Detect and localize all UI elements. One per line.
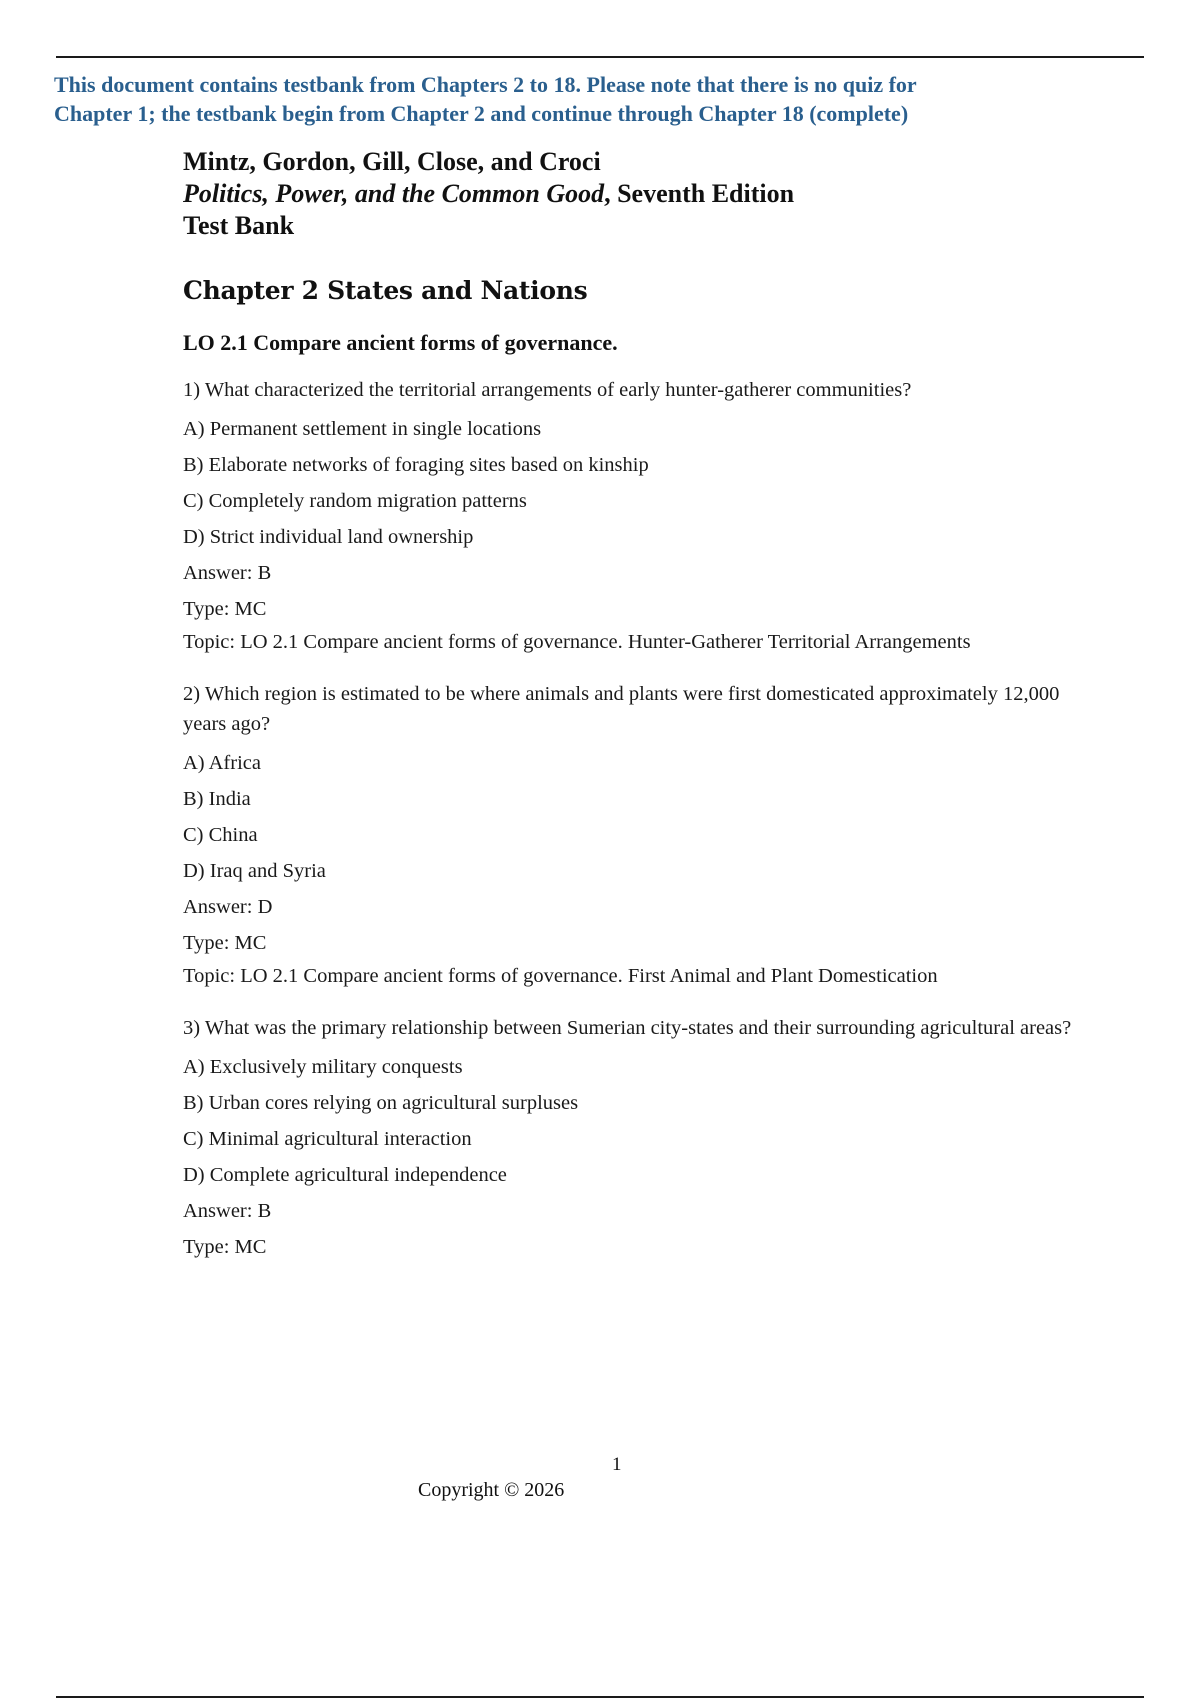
bottom-rule (56, 1696, 1144, 1698)
testbank-notice (54, 70, 1154, 128)
option-b: B) Elaborate networks of foraging sites based on kinship (183, 454, 649, 476)
question-stem: 3) What was the primary relationship between Sumerian city-states and their surrounding agricultural areas? (183, 1017, 1072, 1039)
copyright-notice: Copyright © 2026 (418, 1479, 565, 1501)
option-c: C) China (183, 824, 258, 846)
option-d: D) Iraq and Syria (183, 860, 326, 882)
option-c: C) Minimal agricultural interaction (183, 1128, 472, 1150)
question-3 (183, 1013, 1083, 1259)
chapter-title: Chapter 2 States and Nations (183, 276, 588, 305)
option-d: D) Complete agricultural independence (183, 1164, 507, 1186)
question-type: Type: MC (183, 932, 267, 954)
question-stem: 1) What characterized the territorial arrangements of early hunter-gatherer communities? (183, 379, 912, 401)
top-rule (56, 56, 1144, 58)
answer: Answer: D (183, 896, 273, 918)
option-a: A) Permanent settlement in single locations (183, 418, 542, 440)
option-c: C) Completely random migration patterns (183, 490, 527, 512)
notice-line-1: This document contains testbank from Chapters 2 to 18. Please note that there is no quiz for (54, 72, 917, 97)
book-edition: , Seventh Edition (604, 179, 795, 208)
notice-line-2: Chapter 1; the testbank begin from Chapter 2 and continue through Chapter 18 (complete) (54, 101, 909, 126)
option-a: A) Exclusively military conquests (183, 1056, 463, 1078)
option-d: D) Strict individual land ownership (183, 526, 474, 548)
page-number: 1 (612, 1454, 622, 1475)
book-subtitle: Test Bank (183, 211, 295, 240)
question-type: Type: MC (183, 598, 267, 620)
answer: Answer: B (183, 1200, 272, 1222)
topic: Topic: LO 2.1 Compare ancient forms of governance. Hunter-Gatherer Territorial Arrangements (183, 631, 971, 653)
book-authors: Mintz, Gordon, Gill, Close, and Croci (183, 147, 601, 176)
learning-objective: LO 2.1 Compare ancient forms of governance. (183, 330, 618, 355)
question-type: Type: MC (183, 1236, 267, 1258)
document-body (183, 146, 1083, 1259)
book-title: Politics, Power, and the Common Good (183, 179, 605, 208)
option-a: A) Africa (183, 752, 261, 774)
option-b: B) India (183, 788, 251, 810)
answer: Answer: B (183, 562, 272, 584)
question-1 (183, 375, 1083, 657)
question-stem: 2) Which region is estimated to be where animals and plants were first domesticated approximately 12,000 years ago? (183, 683, 1060, 735)
option-b: B) Urban cores relying on agricultural surpluses (183, 1092, 579, 1114)
book-header (183, 146, 1083, 242)
book-title-line (183, 178, 1083, 210)
question-2 (183, 679, 1083, 991)
topic: Topic: LO 2.1 Compare ancient forms of governance. First Animal and Plant Domestication (183, 965, 938, 987)
